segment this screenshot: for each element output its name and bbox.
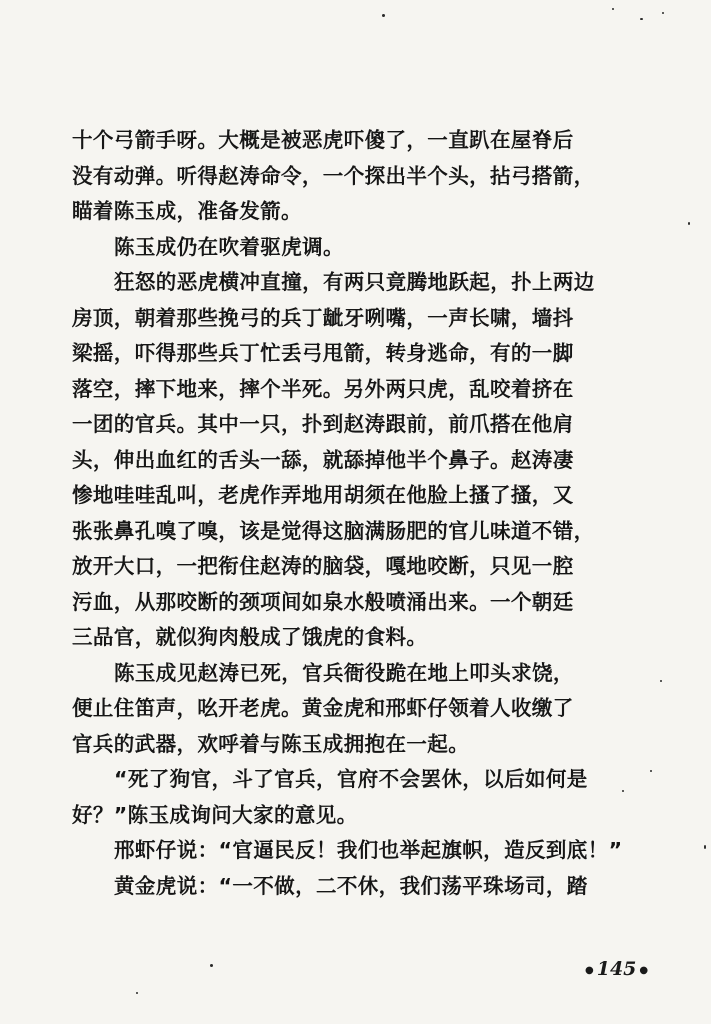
text-line: 房顶，朝着那些挽弓的兵丁龇牙咧嘴，一声长啸，墙抖 xyxy=(72,305,574,330)
scan-speck xyxy=(650,770,652,772)
page-number-right-dot-icon: ● xyxy=(639,964,649,976)
scan-speck xyxy=(210,964,213,967)
text-line: 狂怒的恶虎横冲直撞，有两只竟腾地跃起，扑上两边 xyxy=(114,270,595,294)
text-line: 没有动弹。听得赵涛命令，一个探出半个头，拈弓搭箭， xyxy=(72,163,595,188)
text-line: 陈玉成见赵涛已死，官兵衙役跪在地上叩头求饶， xyxy=(114,660,574,685)
scan-speck xyxy=(136,992,138,994)
body-text xyxy=(72,123,662,904)
scan-speck xyxy=(612,8,614,10)
text-line: 头，伸出血红的舌头一舔，就舔掉他半个鼻子。赵涛凄 xyxy=(72,447,574,472)
scan-speck xyxy=(662,12,664,14)
scan-speck xyxy=(382,14,385,17)
text-line: 十个弓箭手呀。大概是被恶虎吓傻了，一直趴在屋脊后 xyxy=(72,128,574,152)
text-line: 陈玉成仍在吹着驱虎调。 xyxy=(114,234,344,259)
text-line: 好？”陈玉成询问大家的意见。 xyxy=(72,802,358,827)
page-number-value: 145 xyxy=(596,958,637,980)
text-line: 张张鼻孔嗅了嗅，该是觉得这脑满肠肥的官儿味道不错， xyxy=(72,518,595,543)
text-line: 落空，摔下地来，摔个半死。另外两只虎，乱咬着挤在 xyxy=(72,376,574,401)
text-line: 惨地哇哇乱叫，老虎作弄地用胡须在他脸上搔了搔，又 xyxy=(72,483,574,507)
text-line: 三品官，就似狗肉般成了饿虎的食料。 xyxy=(72,625,428,649)
text-line: 梁摇，吓得那些兵丁忙丢弓甩箭，转身逃命，有的一脚 xyxy=(72,341,574,365)
scan-speck xyxy=(622,790,624,792)
text-line: 邢虾仔说：“官逼民反！我们也举起旗帜，造反到底！” xyxy=(114,838,623,862)
page-number-left-dot-icon: ● xyxy=(585,964,594,976)
text-line: 便止住笛声，吆开老虎。黄金虎和邢虾仔领着人收缴了 xyxy=(72,696,574,720)
scan-speck xyxy=(640,18,643,20)
text-line: 一团的官兵。其中一只，扑到赵涛跟前，前爪搭在他肩 xyxy=(72,412,574,436)
page-number xyxy=(582,958,651,980)
text-line: 放开大口，一把衔住赵涛的脑袋，嘎地咬断，只见一腔 xyxy=(72,554,574,578)
scan-speck xyxy=(688,222,690,225)
text-line: 瞄着陈玉成，准备发箭。 xyxy=(72,199,302,223)
text-line: 黄金虎说：“一不做，二不休，我们荡平珠场司，踏 xyxy=(114,873,588,898)
text-line: 官兵的武器，欢呼着与陈玉成拥抱在一起。 xyxy=(72,731,470,756)
text-line: 污血，从那咬断的颈项间如泉水般喷涌出来。一个朝廷 xyxy=(72,589,574,614)
scan-speck xyxy=(704,845,706,849)
text-line: “死了狗官，斗了官兵，官府不会罢休，以后如何是 xyxy=(114,767,588,791)
scan-speck xyxy=(660,680,662,682)
